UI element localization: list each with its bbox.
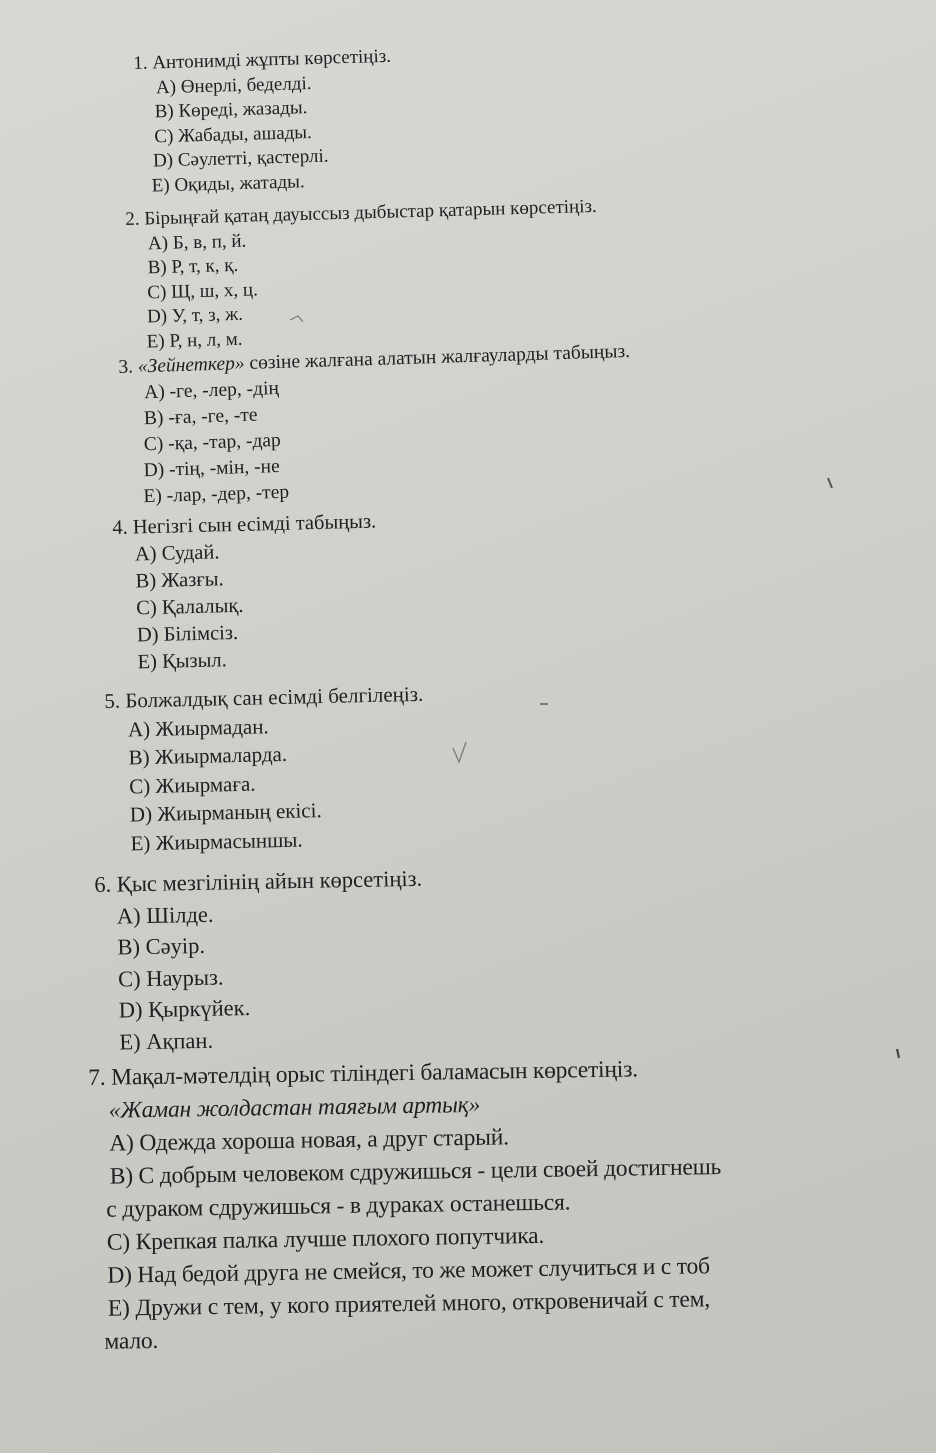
question-stem: 1. Антонимді жұпты көрсетіңіз.	[133, 45, 392, 74]
option-b-continued: с дураком сдружишься - в дураках останешься.	[106, 1189, 571, 1223]
option-a: A) Жиырмадан.	[127, 713, 269, 741]
option-b: B) Жиырмаларда.	[128, 741, 288, 770]
proverb-quote: «Жаман жолдастан таяғым артық»	[108, 1091, 481, 1124]
option-a: A) Шілде.	[116, 901, 214, 929]
option-d: D) Над бедой друга не смейся, то же может случиться и с тоб	[107, 1253, 710, 1289]
question-stem: 2. Бірыңғай қатаң дауыссыз дыбыстар қатарын көрсетіңіз.	[125, 195, 598, 230]
option-d: D) -тің, -мін, -не	[143, 455, 281, 482]
option-e: E) Ақпан.	[119, 1027, 214, 1055]
question-1	[133, 45, 395, 199]
question-stem: 5. Болжалдық сан есімді белгілеңіз.	[104, 681, 424, 713]
option-a: A) -ге, -лер, -дің	[143, 377, 280, 404]
option-c: C) Қалалық.	[136, 594, 244, 620]
question-stem: 4. Негізгі сын есімді табыңыз.	[112, 510, 377, 539]
option-b: B) Р, т, к, қ.	[147, 254, 239, 279]
option-e: E) Р, н, л, м.	[146, 328, 243, 352]
question-6	[94, 863, 425, 1058]
question-4	[112, 509, 380, 677]
question-5	[104, 680, 427, 858]
option-b: B) С добрым человеком сдружишься - цели своей достигнешь	[109, 1154, 722, 1190]
option-b: B) Сәуір.	[117, 932, 206, 960]
question-3	[118, 339, 634, 511]
option-a: A) Судай.	[134, 541, 220, 566]
option-c: C) Жабады, ашады.	[154, 121, 313, 147]
option-a: A) Одежда хороша новая, а друг старый.	[109, 1124, 510, 1157]
option-b: B) -ға, -ге, -те	[143, 404, 258, 430]
tick-mark	[828, 478, 832, 488]
question-stem: 7. Мақал-мәтелдің орыс тіліндегі баламасын көрсетіңіз.	[88, 1056, 639, 1091]
question-stem: 6. Қыс мезгілінің айын көрсетіңіз.	[94, 865, 423, 897]
option-b: B) Жазғы.	[135, 568, 224, 593]
option-c: C) Жиырмаға.	[128, 771, 256, 798]
question-2	[125, 195, 600, 355]
option-e-continued: мало.	[104, 1327, 159, 1355]
option-a: A) Өнерлі, беделді.	[155, 72, 312, 98]
option-d: D) Білімсіз.	[136, 621, 239, 647]
option-a: A) Б, в, п, й.	[147, 230, 247, 254]
option-e: E) Дружи с тем, у кого приятелей много, откровеничай с тем,	[107, 1286, 711, 1322]
option-b: B) Көреді, жазады.	[154, 97, 308, 123]
option-e: E) -лар, -дер, -тер	[143, 481, 290, 508]
option-c: C) Наурыз.	[117, 964, 224, 992]
option-d: D) У, т, з, ж.	[146, 303, 244, 328]
option-e: E) Қызыл.	[137, 649, 228, 674]
question-stem: 3. «Зейнеткер» сөзіне жалғана алатын жалғауларды табыңыз.	[118, 340, 631, 378]
option-d: D) Қыркүйек.	[118, 995, 251, 1023]
option-d: D) Сәулетті, қастерлі.	[152, 145, 329, 172]
option-c: C) Щ, ш, х, ц.	[147, 278, 259, 303]
option-d: D) Жиырманың екісі.	[129, 798, 322, 827]
option-c: C) Крепкая палка лучше плохого попутчика.	[106, 1222, 545, 1256]
option-c: C) -қа, -тар, -дар	[143, 429, 282, 456]
question-7	[88, 1052, 724, 1359]
tick-mark	[897, 1049, 899, 1058]
option-e: E) Оқиды, жатады.	[151, 170, 305, 197]
check-mark	[453, 742, 466, 762]
option-e: E) Жиырмасыншы.	[130, 827, 303, 855]
